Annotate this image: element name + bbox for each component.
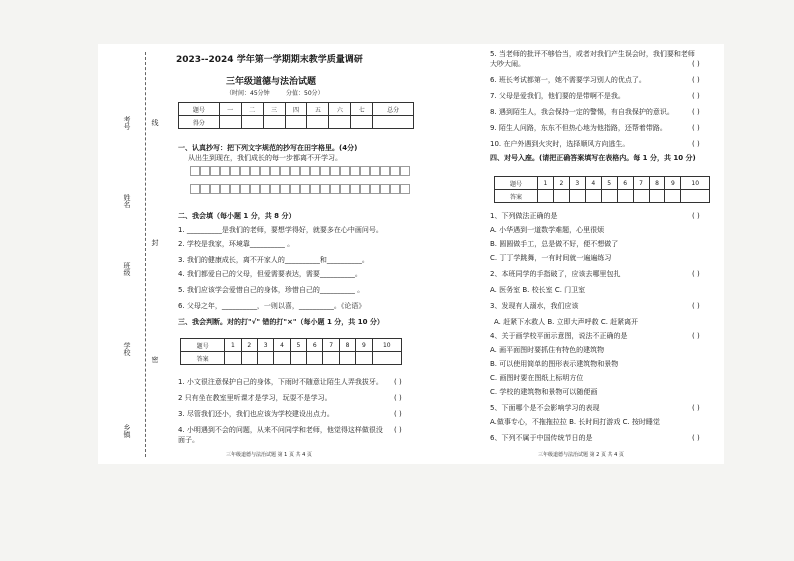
judge-item-4: 4. 小明遇到不会的问题，从来不问同学和老师，他觉得这样做很没 (178, 426, 383, 434)
tianzige-cell[interactable] (310, 166, 320, 176)
score-header-cell: 七 (351, 103, 373, 116)
judge-header-cell: 8 (339, 339, 355, 352)
choice-answer-cell[interactable] (681, 190, 710, 203)
exam-sheet (98, 44, 724, 464)
binding-label-township: 乡镇 (123, 424, 131, 438)
judge-header-cell: 10 (372, 339, 401, 352)
judge-paren-10[interactable]: ( ) (692, 140, 700, 148)
score-row-label: 得分 (179, 116, 220, 129)
tianzige-cell[interactable] (270, 184, 280, 194)
judge-answer-table (180, 338, 402, 365)
exam-score: 分值：50分） (286, 90, 324, 97)
score-cell[interactable] (351, 116, 373, 129)
fill-item-1: 1. __________是我们的老师，要想学得好，就要多在心中画问号。 (178, 226, 383, 234)
tianzige-cell[interactable] (260, 184, 270, 194)
judge-item-3: 3. 尽管我们还小，我们也应该为学校建设出点力。 (178, 410, 334, 418)
tianzige-cell[interactable] (370, 166, 380, 176)
choice-header-cell: 3 (569, 177, 585, 190)
tianzige-cell[interactable] (220, 166, 230, 176)
footer-left: 三年级道德与法治试题 第 1 页 共 4 页 (226, 452, 312, 458)
tianzige-cell[interactable] (380, 166, 390, 176)
tianzige-cell[interactable] (280, 184, 290, 194)
tianzige-cell[interactable] (330, 184, 340, 194)
tianzige-cell[interactable] (260, 166, 270, 176)
choice-header-cell: 8 (649, 177, 665, 190)
tianzige-cell[interactable] (360, 166, 370, 176)
judge-paren-5[interactable]: ( ) (692, 60, 700, 68)
judge-header-cell: 4 (274, 339, 290, 352)
choice-row-label: 答案 (495, 190, 538, 203)
choice-q3-options: A. 赶紧下水救人 B. 立即大声呼救 C. 赶紧离开 (494, 318, 639, 326)
score-cell[interactable] (219, 116, 241, 129)
judge-paren-8[interactable]: ( ) (692, 108, 700, 116)
choice-q4-option-a: A. 画平面图时要抓住有特色的建筑物 (490, 346, 605, 354)
tianzige-cell[interactable] (250, 166, 260, 176)
choice-header-cell: 1 (537, 177, 553, 190)
score-header-cell: 题号 (179, 103, 220, 116)
judge-item-10: 10. 在户外遇到火灾时，选择顺风方向逃生。 (490, 140, 630, 148)
judge-answer-cell[interactable] (241, 352, 257, 365)
choice-answer-cell[interactable] (585, 190, 601, 203)
choice-header-cell: 9 (665, 177, 681, 190)
tianzige-cell[interactable] (390, 184, 400, 194)
tianzige-cell[interactable] (340, 166, 350, 176)
exam-time: （时间：45分钟 (226, 90, 270, 97)
score-table (178, 102, 414, 129)
judge-row-label: 答案 (181, 352, 225, 365)
section2-title: 二、我会填（每小题 1 分，共 8 分） (178, 212, 296, 220)
tianzige-cell[interactable] (230, 184, 240, 194)
tianzige-cell[interactable] (360, 184, 370, 194)
tianzige-cell[interactable] (240, 166, 250, 176)
judge-paren-2[interactable]: ( ) (394, 394, 402, 402)
score-cell[interactable] (285, 116, 307, 129)
choice-answer-cell[interactable] (569, 190, 585, 203)
binding-label-kaohao: 考号 (123, 116, 131, 130)
judge-answer-cell[interactable] (372, 352, 401, 365)
judge-item-5: 5. 当老师的批评不够恰当，或者对我们产生误会时，我们要和老师 (490, 50, 695, 58)
choice-q2: 2、本班同学的手指破了，应该去哪里包扎 (490, 270, 621, 278)
choice-q5-options: A.做事专心，不拖拖拉拉 B. 长时间打游戏 C. 按时睡觉 (490, 418, 660, 426)
choice-header-cell: 2 (553, 177, 569, 190)
judge-paren-9[interactable]: ( ) (692, 124, 700, 132)
choice-header-cell: 7 (633, 177, 649, 190)
choice-q1-option-b: B. 圆圆做手工，总是做不好，便不想做了 (490, 240, 619, 248)
choice-header-cell: 6 (617, 177, 633, 190)
judge-item-9: 9. 陌生人问路，东东不但热心地为他指路，还帮着带路。 (490, 124, 667, 132)
judge-answer-cell[interactable] (257, 352, 273, 365)
score-cell[interactable] (263, 116, 285, 129)
tianzige-cell[interactable] (220, 184, 230, 194)
judge-answer-cell[interactable] (225, 352, 241, 365)
exam-subtitle: 三年级道德与法治试题 (226, 77, 317, 87)
tianzige-cell[interactable] (370, 184, 380, 194)
tianzige-grid-row2[interactable] (190, 184, 410, 194)
judge-item-4-cont: 面子。 (178, 436, 199, 444)
binding-label-class: 班级 (123, 262, 131, 276)
tianzige-cell[interactable] (330, 166, 340, 176)
tianzige-cell[interactable] (350, 166, 360, 176)
score-cell[interactable] (373, 116, 414, 129)
judge-header-cell: 3 (257, 339, 273, 352)
score-cell[interactable] (241, 116, 263, 129)
choice-paren-1[interactable]: ( ) (692, 212, 700, 220)
judge-header-cell: 9 (356, 339, 372, 352)
tianzige-cell[interactable] (270, 166, 280, 176)
choice-q5: 5、下面哪个是不会影响学习的表现 (490, 404, 600, 412)
tianzige-cell[interactable] (240, 184, 250, 194)
tianzige-cell[interactable] (210, 184, 220, 194)
tianzige-cell[interactable] (190, 184, 200, 194)
tianzige-cell[interactable] (380, 184, 390, 194)
tianzige-cell[interactable] (250, 184, 260, 194)
judge-header-cell: 5 (290, 339, 306, 352)
fill-item-2: 2. 学校是我家，环境靠__________ 。 (178, 240, 295, 248)
tianzige-cell[interactable] (390, 166, 400, 176)
choice-paren-6[interactable]: ( ) (692, 434, 700, 442)
tianzige-cell[interactable] (400, 184, 410, 194)
judge-item-1: 1. 小文很注意保护自己的身体，下雨时不随意让陌生人弄我拔牙。 (178, 378, 383, 386)
choice-header-cell: 题号 (495, 177, 538, 190)
tianzige-cell[interactable] (400, 166, 410, 176)
judge-paren-3[interactable]: ( ) (394, 410, 402, 418)
judge-paren-4[interactable]: ( ) (394, 426, 402, 434)
score-header-cell: 二 (241, 103, 263, 116)
seal-char-xian: 线 (151, 119, 159, 126)
choice-q1-option-a: A. 小华遇到一道数学难题，心里很烦 (490, 226, 605, 234)
choice-q2-options: A. 医务室 B. 校长室 C. 门卫室 (490, 286, 586, 294)
judge-answer-cell[interactable] (339, 352, 355, 365)
choice-q4-option-b: B. 可以使用简单的图形表示建筑物和景物 (490, 360, 619, 368)
judge-item-5-cont: 大吵大闹。 (490, 60, 525, 68)
choice-q1: 1、下列做法正确的是 (490, 212, 558, 220)
score-header-cell: 五 (307, 103, 329, 116)
binding-seal-line (145, 52, 146, 457)
judge-answer-cell[interactable] (307, 352, 323, 365)
choice-answer-cell[interactable] (633, 190, 649, 203)
binding-label-name: 姓名 (123, 194, 131, 208)
tianzige-cell[interactable] (230, 166, 240, 176)
judge-answer-cell[interactable] (323, 352, 339, 365)
tianzige-cell[interactable] (300, 184, 310, 194)
choice-q6: 6、下列不属于中国传统节日的是 (490, 434, 593, 442)
section4-title: 四、对号入座。(请把正确答案填写在表格内。每 1 分，共 10 分) (490, 154, 696, 162)
tianzige-cell[interactable] (310, 184, 320, 194)
score-header-cell: 总分 (373, 103, 414, 116)
score-header-cell: 三 (263, 103, 285, 116)
judge-item-8: 8. 遇到陌生人，我会保持一定的警惕，有自我保护的意识。 (490, 108, 674, 116)
choice-header-cell: 4 (585, 177, 601, 190)
judge-paren-7[interactable]: ( ) (692, 92, 700, 100)
choice-answer-cell[interactable] (601, 190, 617, 203)
tianzige-cell[interactable] (280, 166, 290, 176)
choice-answer-table (494, 176, 710, 203)
choice-q3: 3、发现有人溺水，我们应该 (490, 302, 579, 310)
tianzige-cell[interactable] (300, 166, 310, 176)
seal-char-feng: 封 (151, 239, 159, 246)
choice-answer-cell[interactable] (537, 190, 553, 203)
tianzige-grid-row1[interactable] (190, 166, 410, 176)
judge-item-7: 7. 父母是爱我们，他们要的是带啊不是我。 (490, 92, 625, 100)
footer-right: 三年级道德与法治试题 第 2 页 共 4 页 (538, 452, 624, 458)
tianzige-cell[interactable] (290, 184, 300, 194)
choice-paren-5[interactable]: ( ) (692, 404, 700, 412)
tianzige-cell[interactable] (200, 184, 210, 194)
score-header-cell: 四 (285, 103, 307, 116)
choice-paren-3[interactable]: ( ) (692, 302, 700, 310)
fill-item-5: 5. 我们应该学会爱惜自己的身体，珍惜自己的__________ 。 (178, 286, 365, 294)
choice-paren-2[interactable]: ( ) (692, 270, 700, 278)
choice-q4: 4、关于画学校平面示意图，说法不正确的是 (490, 332, 628, 340)
choice-q1-option-c: C. 丁丁学跳舞，一有时间就一遍遍练习 (490, 254, 612, 262)
section1-text: 从出生到现在，我们成长的每一步都离不开学习。 (188, 154, 342, 162)
choice-answer-cell[interactable] (553, 190, 569, 203)
choice-answer-cell[interactable] (617, 190, 633, 203)
tianzige-cell[interactable] (290, 166, 300, 176)
choice-answer-cell[interactable] (665, 190, 681, 203)
choice-header-cell: 5 (601, 177, 617, 190)
judge-header-cell: 2 (241, 339, 257, 352)
judge-paren-6[interactable]: ( ) (692, 76, 700, 84)
choice-q4-option-c: C. 画图时要在图纸上标明方位 (490, 374, 584, 382)
tianzige-cell[interactable] (210, 166, 220, 176)
tianzige-cell[interactable] (340, 184, 350, 194)
judge-answer-cell[interactable] (274, 352, 290, 365)
choice-header-cell: 10 (681, 177, 710, 190)
score-cell[interactable] (307, 116, 329, 129)
score-header-cell: 一 (219, 103, 241, 116)
judge-paren-1[interactable]: ( ) (394, 378, 402, 386)
tianzige-cell[interactable] (320, 184, 330, 194)
choice-q4-option-d: C. 学校的建筑物和景物可以随便画 (490, 388, 598, 396)
fill-item-3: 3. 我们的健康成长，离不开家人的__________和__________。 (178, 256, 369, 264)
tianzige-cell[interactable] (200, 166, 210, 176)
fill-item-6: 6. 父母之年，__________，一则以喜，__________。《论语》 (178, 302, 366, 310)
judge-header-cell: 7 (323, 339, 339, 352)
judge-header-cell: 题号 (181, 339, 225, 352)
judge-item-2: 2 只有坐在教室里听课才是学习，玩耍不是学习。 (178, 394, 332, 402)
score-cell[interactable] (329, 116, 351, 129)
section3-title: 三、我会判断。对的打"√" 错的打"×"（每小题 1 分，共 10 分） (178, 318, 384, 326)
judge-header-cell: 1 (225, 339, 241, 352)
tianzige-cell[interactable] (350, 184, 360, 194)
choice-paren-4[interactable]: ( ) (692, 332, 700, 340)
tianzige-cell[interactable] (320, 166, 330, 176)
choice-answer-cell[interactable] (649, 190, 665, 203)
judge-answer-cell[interactable] (356, 352, 372, 365)
section1-title: 一、认真抄写：把下列文字规范的抄写在田字格里。(4分) (178, 144, 358, 152)
score-header-cell: 六 (329, 103, 351, 116)
tianzige-cell[interactable] (190, 166, 200, 176)
judge-header-cell: 6 (307, 339, 323, 352)
judge-answer-cell[interactable] (290, 352, 306, 365)
seal-char-mi: 密 (151, 356, 159, 363)
judge-item-6: 6. 班长考试都第一，她不需要学习别人的优点了。 (490, 76, 646, 84)
exam-title: 2023--2024 学年第一学期期末教学质量调研 (176, 55, 363, 65)
fill-item-4: 4. 我们都爱自己的父母，但爱需要表达，需要__________。 (178, 270, 362, 278)
binding-label-school: 学校 (123, 342, 131, 356)
